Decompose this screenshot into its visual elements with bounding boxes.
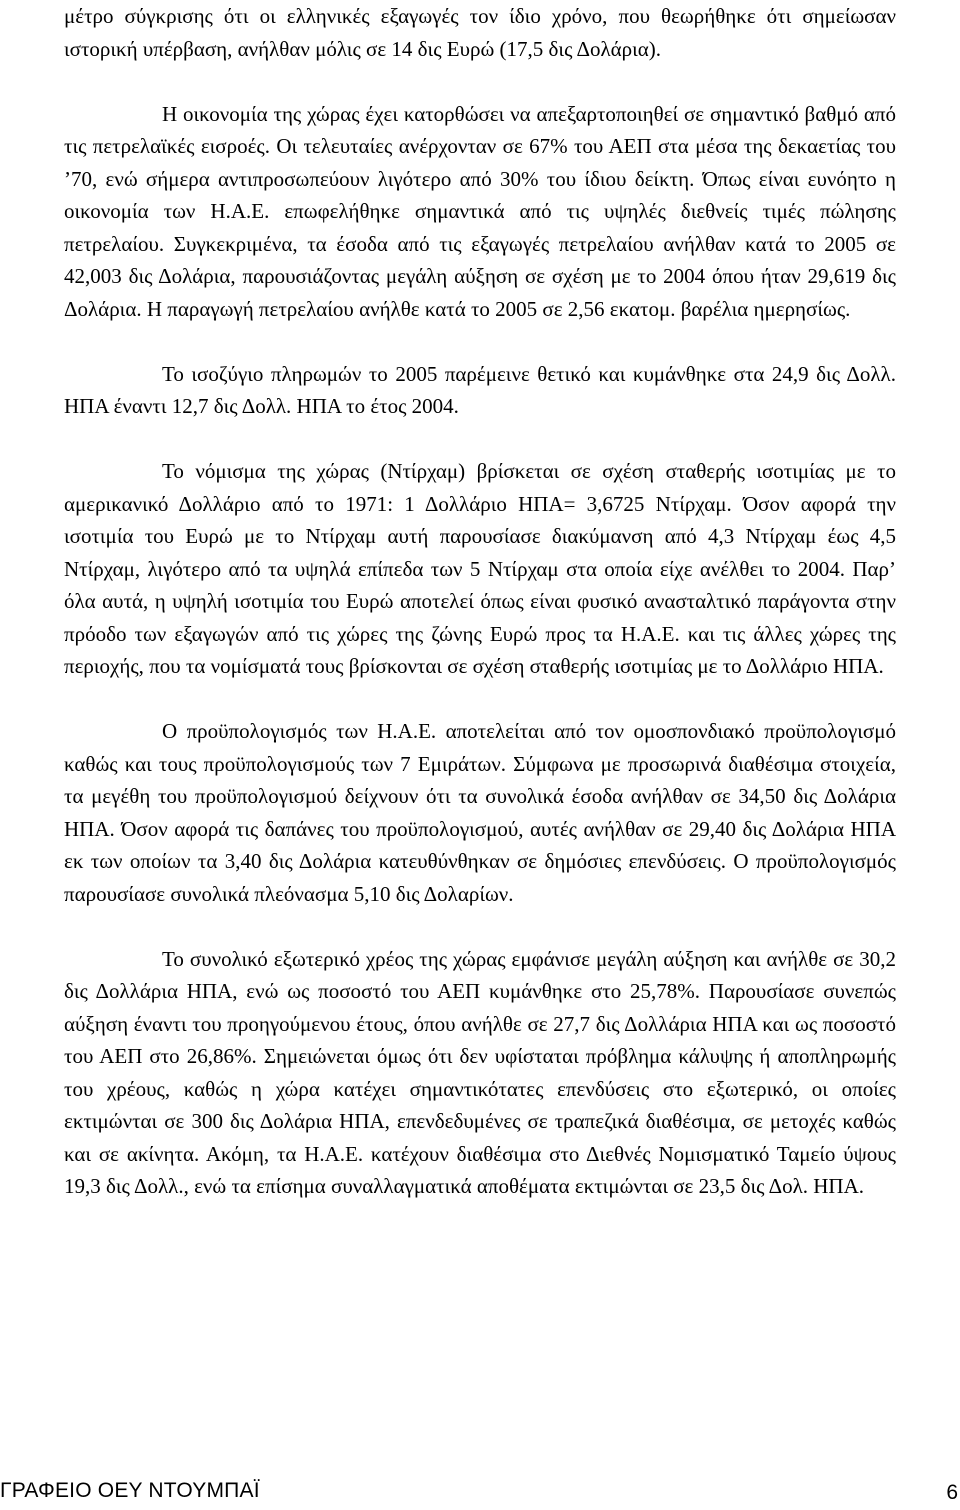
paragraph-oil-dependence: Η οικονομία της χώρας έχει κατορθώσει να απεξαρτοποιηθεί σε σημαντικό βαθμό από τις πετρελαϊκές εισροές. Οι τελευταίες ανέρχονταν σε 67% του ΑΕΠ στα μέσα της δεκαετίας του ’70, ενώ σήμερα αντιπροσωπεύουν λιγότερο από 30% του ίδιου δείκτη. Όπως είναι ευνόητο η οικονομία των Η.Α.Ε. επωφελήθηκε σημαντικά από τις υψηλές διεθνείς τιμές πώλησης πετρελαίου. Συγκεκριμένα, τα έσοδα από τις εξαγωγές πετρελαίου ανήλθαν κατά το 2005 σε 42,003 δις Δολάρια, παρουσιάζοντας μεγάλη αύξηση σε σχέση με το 2004 όπου ήταν 29,619 δις Δολάρια. Η παραγωγή πετρελαίου ανήλθε κατά το 2005 σε 2,56 εκατομ. βαρέλια ημερησίως.	[64, 101, 896, 321]
footer-office-name: ΓΡΑΦΕΙΟ ΟΕΥ ΝΤΟΥΜΠΑΪ	[0, 1479, 260, 1502]
paragraph-budget: Ο προϋπολογισμός των Η.Α.Ε. αποτελείται από τον ομοσπονδιακό προϋπολογισμό καθώς και τους προϋπολογισμούς των 7 Εμιράτων. Σύμφωνα με προσωρινά διαθέσιμα στοιχεία, τα μεγέθη του προϋπολογισμού δείχνουν ότι τα συνολικά έσοδα ανήλθαν σε 34,50 δις Δολάρια ΗΠΑ. Όσον αφορά τις δαπάνες του προϋπολογισμού, αυτές ανήλθαν σε 29,40 δις Δολάρια ΗΠΑ εκ των οποίων τα 3,40 δις Δολάρια κατευθύνθηκαν σε δημόσιες επενδύσεις. Ο προϋπολογισμός παρουσίασε συνολικά πλεόνασμα 5,10 δις Δολαρίων.	[64, 719, 896, 906]
paragraph-exports-comparison: μέτρο σύγκρισης ότι οι ελληνικές εξαγωγές τον ίδιο χρόνο, που θεωρήθηκε ότι σημείωσαν ιστορική υπέρβαση, ανήλθαν μόλις σε 14 δις Ευρώ (17,5 δις Δολάρια).	[64, 4, 896, 61]
paragraph-balance-of-payments: Το ισοζύγιο πληρωμών το 2005 παρέμεινε θετικό και κυμάνθηκε στα 24,9 δις Δολλ. ΗΠΑ έναντι 12,7 δις Δολλ. ΗΠΑ το έτος 2004.	[64, 361, 896, 418]
footer-page-number: 6	[946, 1481, 958, 1504]
document-body	[64, 0, 896, 1203]
paragraph-currency: Το νόμισμα της χώρας (Ντίρχαμ) βρίσκεται σε σχέση σταθερής ισοτιμίας με το αμερικανικό Δολλάριο από το 1971: 1 Δολλάριο ΗΠΑ= 3,6725 Ντίρχαμ. Όσον αφορά την ισοτιμία του Ευρώ με το Ντίρχαμ αυτή παρουσίασε διακύμανση από 4,3 Ντίρχαμ έως 4,5 Ντίρχαμ, λιγότερο από τα υψηλά επίπεδα των 5 Ντίρχαμ στα οποία είχε ανέλθει το 2004. Παρ’ όλα αυτά, η υψηλή ισοτιμία του Ευρώ αποτελεί όπως είναι φυσικό ανασταλτικό παράγοντα στην πρόοδο των εξαγωγών από τις χώρες της ζώνης Ευρώ προς τα Η.Α.Ε. και τις άλλες χώρες της περιοχής, που τα νομίσματά τους βρίσκονται σε σχέση σταθερής ισοτιμίας με το Δολλάριο ΗΠΑ.	[64, 459, 896, 678]
paragraph-external-debt: Το συνολικό εξωτερικό χρέος της χώρας εμφάνισε μεγάλη αύξηση και ανήλθε σε 30,2 δις Δολλάρια ΗΠΑ, ενώ ως ποσοστό του ΑΕΠ κυμάνθηκε στο 25,78%. Παρουσίασε συνεπώς αύξηση έναντι του προηγούμενου έτους, όπου ανήλθε σε 27,7 δις Δολλάρια ΗΠΑ και ως ποσοστό του ΑΕΠ στο 26,86%. Σημειώνεται όμως ότι δεν υφίσταται πρόβλημα κάλυψης ή αποπληρωμής του χρέους, καθώς η χώρα κατέχει σημαντικότατες επενδύσεις στο εξωτερικό, οι οποίες εκτιμώνται σε 300 δις Δολάρια ΗΠΑ, επενδεδυμένες σε τραπεζικά διαθέσιμα, σε μετοχές καθώς και σε ακίνητα. Ακόμη, τα Η.Α.Ε. κατέχουν διαθέσιμα στο Διεθνές Νομισματικό Ταμείο ύψους 19,3 δις Δολλ., ενώ τα επίσημα συναλλαγματικά αποθέματα εκτιμώνται σε 23,5 δις Δολ. ΗΠΑ.	[64, 946, 896, 1198]
